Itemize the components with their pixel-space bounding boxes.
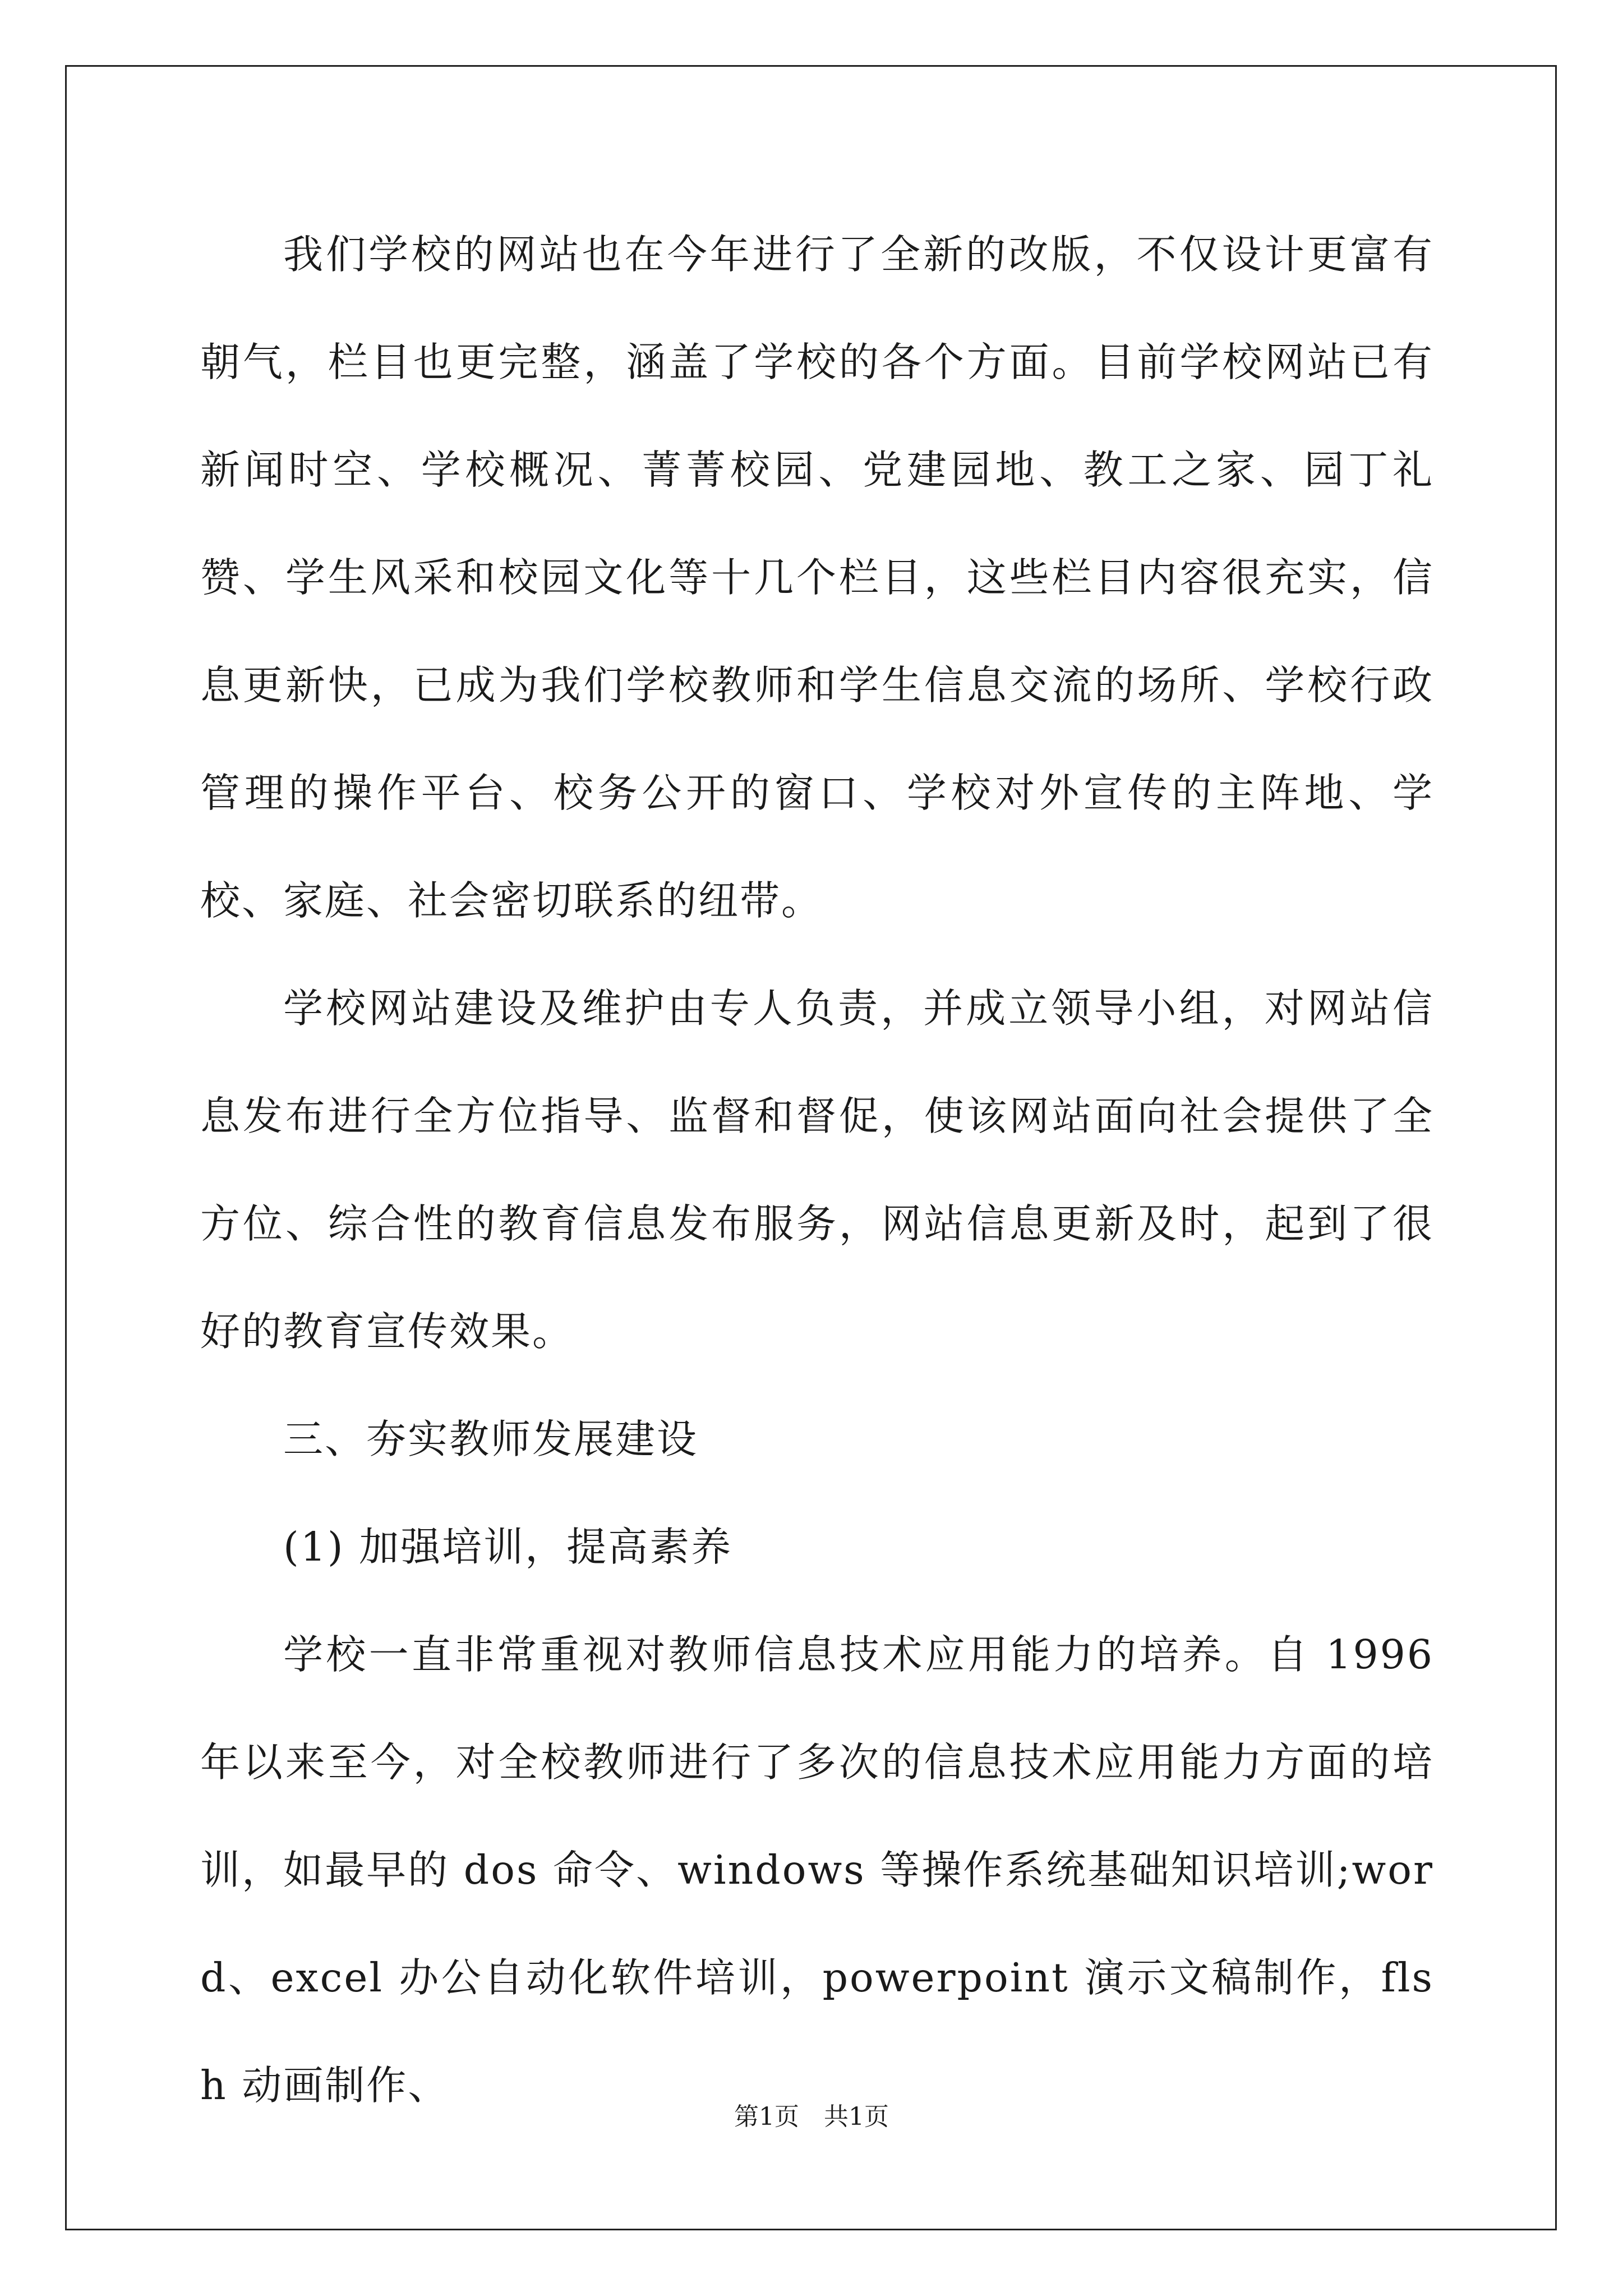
paragraph-teacher-training: 学校一直非常重视对教师信息技术应用能力的培养。自 1996 年以来至今，对全校教师进行了多次的信息技术应用能力方面的培训，如最早的 dos 命令、windows 等操作系统基础知识培训;word、excel 办公自动化软件培训，powerpoint 演示文稿制作，flsh 动画制作、	[200, 1631, 1434, 2109]
paragraph-website-revamp: 我们学校的网站也在今年进行了全新的改版，不仅设计更富有朝气，栏目也更完整，涵盖了学校的各个方面。目前学校网站已有新闻时空、学校概况、菁菁校园、党建园地、教工之家、园丁礼赞、学生风采和校园文化等十几个栏目，这些栏目内容很充实，信息更新快，已成为我们学校教师和学生信息交流的场所、学校行政管理的操作平台、校务公开的窗口、学校对外宣传的主阵地、学校、家庭、社会密切联系的纽带。	[200, 231, 1434, 924]
document-body	[200, 201, 1434, 2139]
paragraph-website-maintenance: 学校网站建设及维护由专人负责，并成立领导小组，对网站信息发布进行全方位指导、监督和督促，使该网站面向社会提供了全方位、综合性的教育信息发布服务，网站信息更新及时，起到了很好的教育宣传效果。	[200, 985, 1434, 1355]
page-number: 第1页	[734, 2102, 799, 2131]
page-total: 共1页	[824, 2102, 889, 2131]
subsection-heading: (1) 加强培训，提高素养	[283, 1524, 733, 1570]
section-heading: 三、夯实教师发展建设	[283, 1416, 699, 1462]
page-footer	[0, 2100, 1623, 2134]
